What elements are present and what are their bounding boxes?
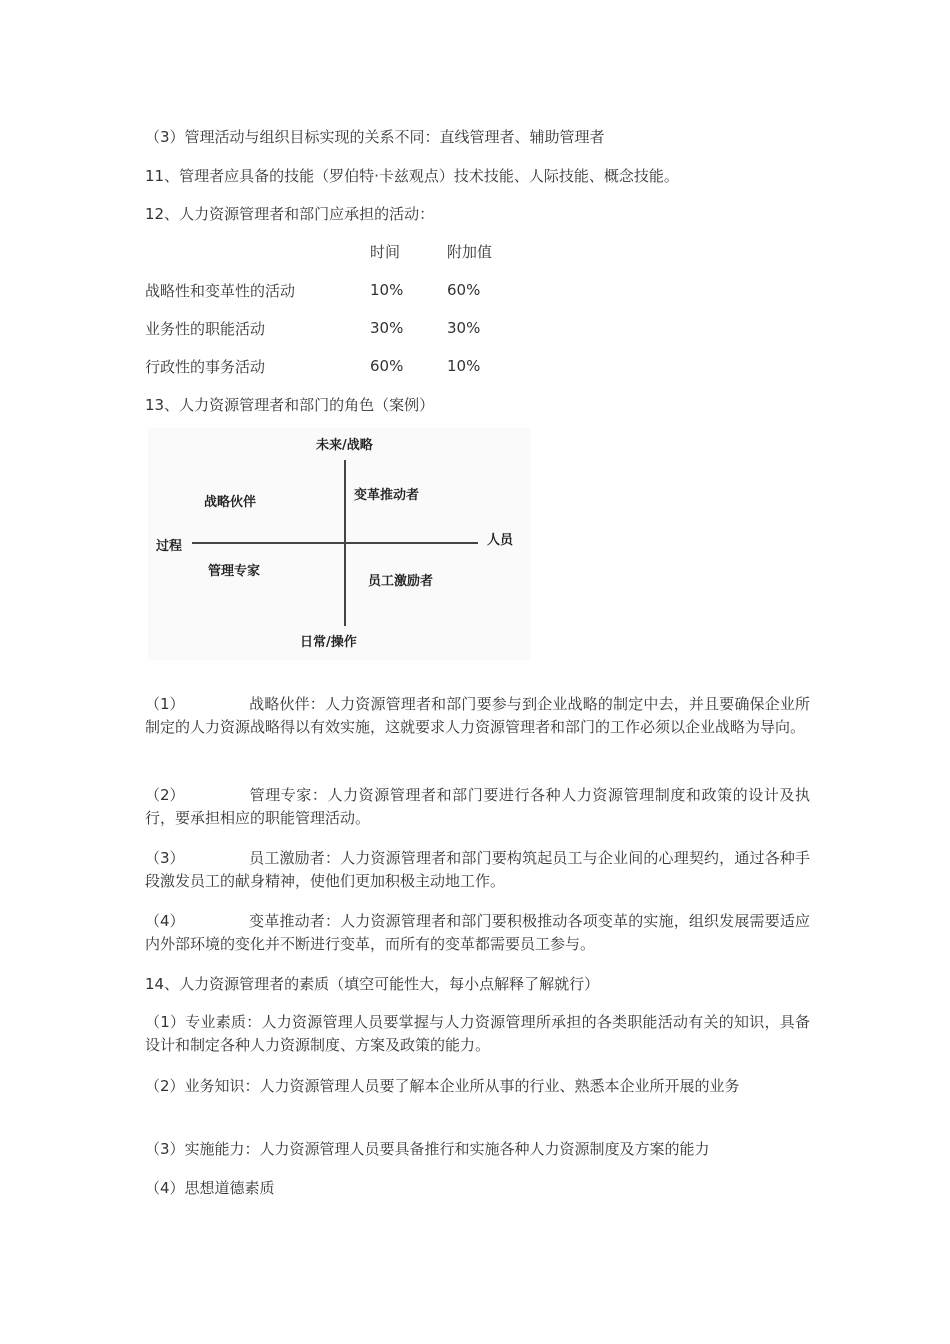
table-header-value: 附加值 (447, 243, 493, 261)
table-cell-time: 10% (370, 281, 404, 299)
table-row-label: 战略性和变革性的活动 (145, 282, 296, 300)
text-line: （3）管理活动与组织目标实现的关系不同：直线管理者、辅助管理者 (145, 128, 605, 146)
axis-label-left: 过程 (156, 539, 183, 554)
axis-label-bottom: 日常/操作 (300, 635, 357, 650)
role-number: （2） (145, 786, 185, 804)
role-quadrant-diagram (148, 428, 530, 660)
table-cell-value: 10% (447, 357, 481, 375)
quality-paragraph: （1）专业素质：人力资源管理人员要掌握与人力资源管理所承担的各类职能活动有关的知识，具备设计和制定各种人力资源制度、方案及政策的能力。 (145, 1013, 810, 1054)
quality-paragraph: （3）实施能力：人力资源管理人员要具备推行和实施各种人力资源制度及方案的能力 (145, 1140, 710, 1158)
table-header-time: 时间 (370, 243, 401, 261)
quadrant-label: 管理专家 (208, 564, 261, 579)
role-text: 管理专家：人力资源管理者和部门要进行各种人力资源管理制度和政策的设计及执行，要承担相应的职能管理活动。 (145, 786, 810, 827)
quadrant-label: 员工激励者 (368, 574, 434, 589)
table-cell-value: 30% (447, 319, 481, 337)
table-cell-value: 60% (447, 281, 481, 299)
axis-label-top: 未来/战略 (316, 438, 373, 453)
table-cell-time: 30% (370, 319, 404, 337)
quadrant-label: 变革推动者 (354, 488, 420, 503)
section-title: 14、人力资源管理者的素质（填空可能性大，每小点解释了解就行） (145, 975, 600, 993)
quality-paragraph: （4）思想道德素质 (145, 1179, 275, 1197)
table-row-label: 业务性的职能活动 (145, 320, 266, 338)
section-title: 13、人力资源管理者和部门的角色（案例） (145, 396, 435, 414)
table-row-label: 行政性的事务活动 (145, 358, 266, 376)
role-paragraph (145, 784, 810, 830)
role-number: （4） (145, 912, 185, 930)
role-text: 战略伙伴：人力资源管理者和部门要参与到企业战略的制定中去，并且要确保企业所制定的人力资源战略得以有效实施，这就要求人力资源管理者和部门的工作必须以企业战略为导向。 (145, 695, 810, 736)
table-cell-time: 60% (370, 357, 404, 375)
role-number: （3） (145, 849, 185, 867)
role-text: 员工激励者：人力资源管理者和部门要构筑起员工与企业间的心理契约，通过各种手段激发员工的献身精神，使他们更加积极主动地工作。 (145, 849, 810, 890)
quality-paragraph: （2）业务知识：人力资源管理人员要了解本企业所从事的行业、熟悉本企业所开展的业务 (145, 1077, 740, 1095)
role-paragraph (145, 847, 810, 893)
role-text: 变革推动者：人力资源管理者和部门要积极推动各项变革的实施，组织发展需要适应内外部环境的变化并不断进行变革，而所有的变革都需要员工参与。 (145, 912, 810, 953)
horizontal-axis (192, 542, 478, 544)
axis-label-right: 人员 (487, 533, 514, 548)
quadrant-label: 战略伙伴 (204, 495, 257, 510)
role-paragraph (145, 693, 810, 739)
role-number: （1） (145, 695, 185, 713)
text-line: 12、人力资源管理者和部门应承担的活动： (145, 205, 435, 223)
role-paragraph (145, 910, 810, 956)
text-line: 11、管理者应具备的技能（罗伯特·卡兹观点）技术技能、人际技能、概念技能。 (145, 167, 679, 185)
